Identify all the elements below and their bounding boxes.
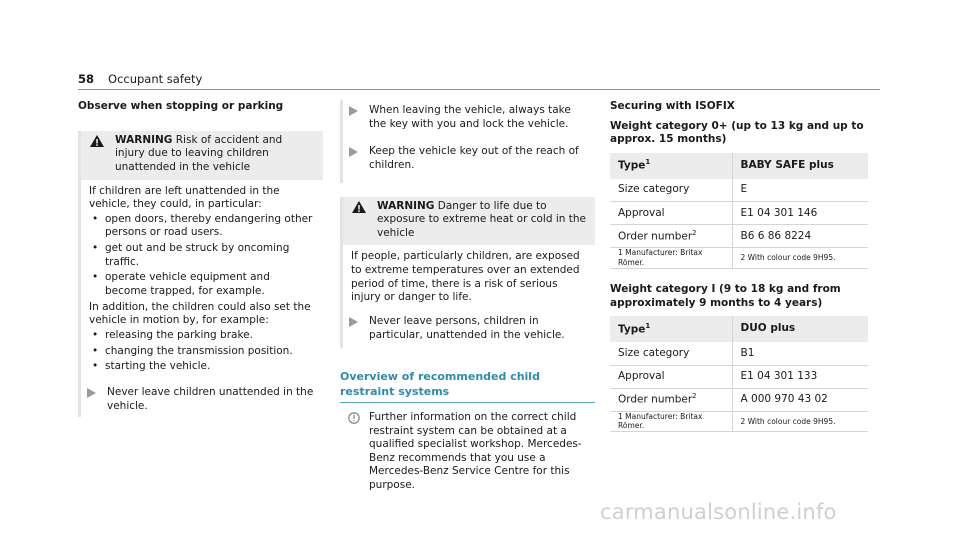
table-header-cell: DUO plus bbox=[732, 316, 868, 342]
footnote-ref: 1 bbox=[645, 158, 651, 167]
table-row bbox=[610, 225, 868, 248]
table-row bbox=[610, 388, 868, 411]
instruction bbox=[343, 305, 595, 348]
footnote-ref: 1 bbox=[645, 321, 651, 330]
table-header-cell bbox=[610, 153, 732, 179]
overview-heading: Overview of recommended child restraint systems bbox=[340, 370, 595, 403]
table-cell bbox=[610, 388, 732, 411]
list-item: • changing the transmission position. bbox=[89, 345, 315, 359]
row-label: Order number bbox=[618, 230, 693, 243]
footnote-row bbox=[610, 411, 868, 432]
page-header bbox=[78, 72, 202, 86]
footnote-row bbox=[610, 248, 868, 269]
instruction-text: Never leave persons, children in particular, unattended in the vehicle. bbox=[369, 315, 565, 341]
table-cell: B1 bbox=[732, 342, 868, 365]
table-cell: E1 04 301 133 bbox=[732, 365, 868, 388]
instruction bbox=[81, 376, 323, 417]
warning-band bbox=[81, 131, 323, 180]
header-label: Type bbox=[618, 159, 646, 172]
section-name: Occupant safety bbox=[108, 72, 203, 86]
table-cell: Approval bbox=[610, 365, 732, 388]
footnote-ref: 2 bbox=[692, 228, 697, 237]
column-2 bbox=[340, 100, 595, 493]
arrow-right-icon bbox=[349, 145, 359, 172]
section-title: Securing with ISOFIX bbox=[610, 100, 735, 112]
table-header-row bbox=[610, 153, 868, 179]
table-row bbox=[610, 179, 868, 202]
warning-word: WARNING bbox=[115, 133, 173, 146]
table-heading: Weight category I (9 to 18 kg and from approximately 9 months to 4 years) bbox=[610, 282, 841, 309]
table-cell: Approval bbox=[610, 202, 732, 225]
footnote-cell: 2 With colour code 9H95. bbox=[732, 248, 868, 269]
list-item: • releasing the parking brake. bbox=[89, 329, 315, 343]
warning-text bbox=[377, 200, 587, 241]
footnote-cell: 1 Manufacturer: Britax Römer. bbox=[610, 248, 732, 269]
footnote-cell: 1 Manufacturer: Britax Römer. bbox=[610, 411, 732, 432]
spec-table bbox=[610, 316, 868, 432]
warning-box bbox=[78, 131, 323, 418]
column-1 bbox=[78, 100, 323, 417]
warning-triangle-icon bbox=[89, 134, 107, 175]
header-label: Type bbox=[618, 323, 646, 336]
list-item: • starting the vehicle. bbox=[89, 360, 315, 374]
arrow-right-icon bbox=[349, 315, 359, 342]
column-3 bbox=[610, 100, 868, 446]
instruction-box bbox=[340, 100, 595, 183]
warning-message: Danger to life due to exposure to extreme heat or cold in the vehicle bbox=[377, 199, 586, 239]
footnote-ref: 2 bbox=[692, 392, 697, 401]
bullet-list bbox=[89, 213, 315, 299]
page-number: 58 bbox=[78, 72, 95, 86]
info-note-icon bbox=[348, 411, 361, 493]
info-note bbox=[340, 403, 595, 493]
list-item: • open doors, thereby endangering other persons or road users. bbox=[89, 213, 315, 240]
table-header-row bbox=[610, 316, 868, 342]
note-text: Further information on the correct child restraint system can be obtained at a qualified specialist workshop. Mercedes-Benz recommends that you use a Mercedes-Benz Service Centre for this purpose. bbox=[369, 410, 582, 492]
instruction bbox=[343, 135, 595, 182]
spec-table bbox=[610, 153, 868, 269]
arrow-right-icon bbox=[349, 104, 359, 131]
table-row bbox=[610, 365, 868, 388]
instruction-text: When leaving the vehicle, always take the key with you and lock the vehicle. bbox=[369, 104, 571, 130]
instruction-text: Never leave children unattended in the vehicle. bbox=[107, 385, 314, 412]
table-cell: Size category bbox=[610, 179, 732, 202]
row-label: Order number bbox=[618, 393, 693, 406]
arrow-right-icon bbox=[87, 386, 97, 413]
warning-body bbox=[81, 180, 323, 374]
header-rule bbox=[78, 89, 880, 90]
paragraph: In addition, the children could also set the vehicle in motion by, for example: bbox=[89, 300, 311, 327]
list-item: • operate vehicle equipment and become trapped, for example. bbox=[89, 271, 315, 298]
warning-text bbox=[115, 134, 315, 175]
table-cell: A 000 970 43 02 bbox=[732, 388, 868, 411]
warning-box bbox=[340, 197, 595, 349]
table-header-cell: BABY SAFE plus bbox=[732, 153, 868, 179]
table-cell: Size category bbox=[610, 342, 732, 365]
table-header-cell bbox=[610, 316, 732, 342]
warning-body bbox=[343, 245, 595, 305]
paragraph: If people, particularly children, are exposed to extreme temperatures over an extended period of time, there is a risk of serious injury or danger to life. bbox=[351, 250, 580, 304]
list-item: • get out and be struck by oncoming traffic. bbox=[89, 242, 315, 269]
warning-word: WARNING bbox=[377, 199, 435, 212]
table-cell bbox=[610, 225, 732, 248]
intro-text: If children are left unattended in the vehicle, they could, in particular: bbox=[89, 184, 280, 211]
table-row bbox=[610, 342, 868, 365]
footnote-cell: 2 With colour code 9H95. bbox=[732, 411, 868, 432]
table-cell: E1 04 301 146 bbox=[732, 202, 868, 225]
instruction bbox=[343, 100, 595, 135]
section-title: Observe when stopping or parking bbox=[78, 100, 284, 112]
warning-triangle-icon bbox=[351, 200, 369, 241]
table-cell: E bbox=[732, 179, 868, 202]
instruction-text: Keep the vehicle key out of the reach of children. bbox=[369, 145, 579, 171]
table-heading: Weight category 0+ (up to 13 kg and up to approx. 15 months) bbox=[610, 119, 864, 146]
warning-message: Risk of accident and injury due to leaving children unattended in the vehicle bbox=[115, 133, 283, 173]
table-row bbox=[610, 202, 868, 225]
warning-band bbox=[343, 197, 595, 246]
table-cell: B6 6 86 8224 bbox=[732, 225, 868, 248]
bullet-list bbox=[89, 329, 315, 374]
watermark: carmanualsonline.info bbox=[600, 500, 837, 524]
